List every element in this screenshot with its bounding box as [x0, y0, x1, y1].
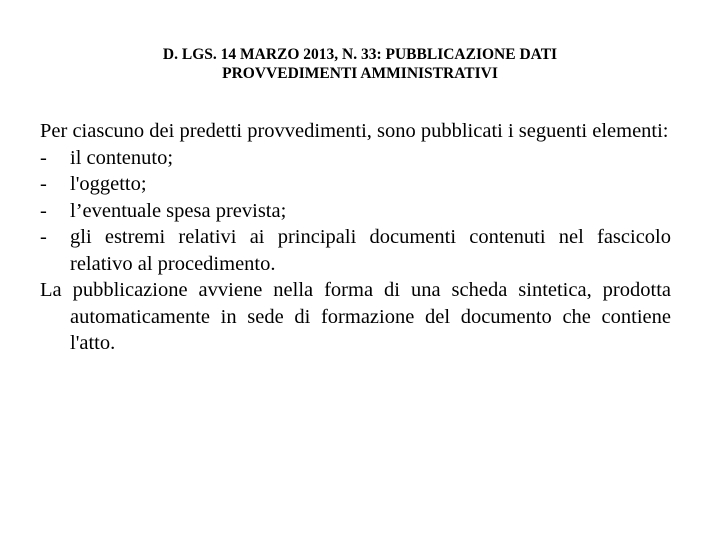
- bullet-dash: -: [40, 173, 47, 195]
- slide-body: [40, 118, 671, 357]
- bullet-item-spesa: [40, 198, 671, 225]
- title-line-1: D. LGS. 14 MARZO 2013, N. 33: PUBBLICAZIONE DATI: [162, 46, 558, 63]
- bullet-item-estremi: [40, 224, 671, 277]
- bullet-dash: -: [40, 199, 47, 222]
- bullet-text: gli estremi relativi ai principali documenti contenuti nel fascicolo relativo al procedimento.: [70, 226, 671, 275]
- title-line-2: PROVVEDIMENTI AMMINISTRATIVI: [222, 65, 498, 82]
- closing-paragraph: La pubblicazione avviene nella forma di una scheda sintetica, prodotta automaticamente in sede di formazione del documento che contiene l'atto.: [40, 279, 671, 354]
- bullet-dash: -: [40, 146, 47, 169]
- bullet-text: il contenuto;: [70, 146, 174, 169]
- bullet-text: l'oggetto;: [70, 173, 147, 195]
- bullet-text: l’eventuale spesa prevista;: [70, 199, 287, 222]
- bullet-item-oggetto: [40, 171, 671, 198]
- bullet-item-contenuto: [40, 145, 671, 172]
- bullet-dash: -: [40, 226, 47, 248]
- slide-title: [60, 45, 660, 83]
- intro-paragraph: Per ciascuno dei predetti provvedimenti, sono pubblicati i seguenti elementi:: [40, 120, 669, 142]
